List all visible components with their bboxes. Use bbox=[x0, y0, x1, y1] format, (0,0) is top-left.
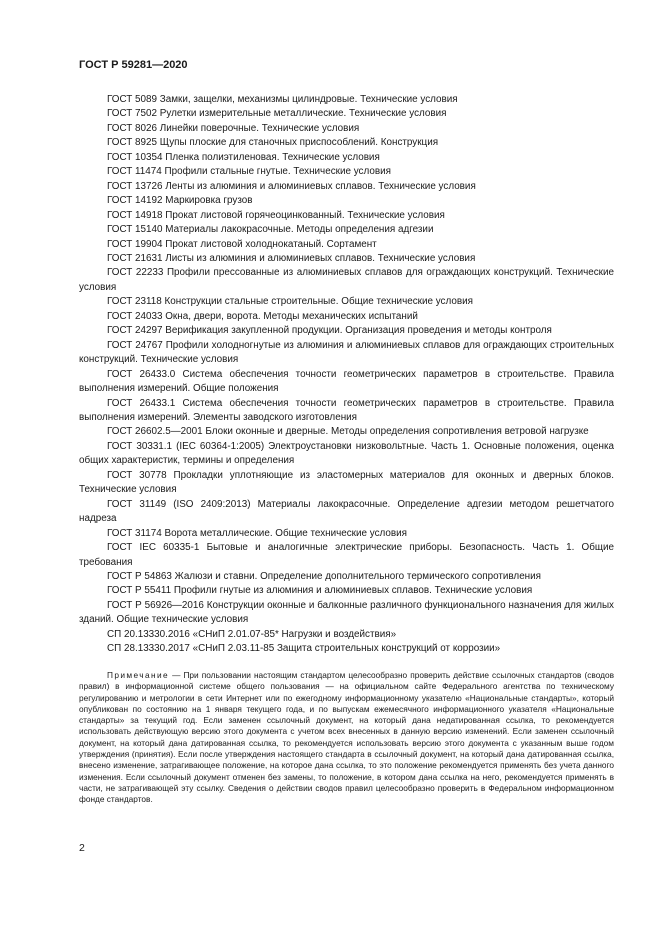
reference-item: ГОСТ 10354 Пленка полиэтиленовая. Технические условия bbox=[107, 151, 380, 163]
reference-item: ГОСТ 31174 Ворота металлические. Общие технические условия bbox=[107, 527, 407, 539]
reference-item: ГОСТ Р 55411 Профили гнутые из алюминия и алюминиевых сплавов. Технические условия bbox=[107, 585, 533, 597]
reference-item: ГОСТ 22233 Профили прессованные из алюминиевых сплавов для ограждающих конструкций. Технические условия bbox=[79, 267, 614, 293]
reference-item: ГОСТ 11474 Профили стальные гнутые. Технические условия bbox=[107, 166, 391, 178]
reference-item: ГОСТ 24767 Профили холодногнутые из алюминия и алюминиевых сплавов для ограждающих строительных конструкций. Технические условия bbox=[79, 339, 614, 366]
reference-item: ГОСТ 23118 Конструкции стальные строительные. Общие технические условия bbox=[107, 296, 473, 308]
note-paragraph bbox=[79, 670, 614, 806]
reference-item: ГОСТ 30331.1 (IEC 60364-1:2005) Электроустановки низковольтные. Часть 1. Основные положения, оценка общих характеристик, термины и определения bbox=[79, 440, 614, 467]
reference-item: ГОСТ 13726 Ленты из алюминия и алюминиевых сплавов. Технические условия bbox=[107, 180, 476, 192]
reference-item: СП 28.13330.2017 «СНиП 2.03.11-85 Защита строительных конструкций от коррозии» bbox=[107, 643, 501, 655]
reference-item: ГОСТ IEC 60335-1 Бытовые и аналогичные электрические приборы. Безопасность. Часть 1. Общие требования bbox=[79, 542, 614, 568]
reference-item: ГОСТ 21631 Листы из алюминия и алюминиевых сплавов. Технические условия bbox=[107, 252, 476, 264]
reference-item: ГОСТ 19904 Прокат листовой холоднокатаный. Сортамент bbox=[107, 238, 377, 250]
reference-item: ГОСТ 30778 Прокладки уплотняющие из эластомерных материалов для оконных и дверных блоков. Технические условия bbox=[79, 469, 614, 496]
reference-item: ГОСТ 14192 Маркировка грузов bbox=[107, 195, 253, 207]
reference-item: ГОСТ 26433.0 Система обеспечения точности геометрических параметров в строительстве. Правила выполнения измерений. Общие положения bbox=[79, 368, 614, 395]
note-text: — При пользовании настоящим стандартом целесообразно проверить действие ссылочных стандартов (сводов правил) в информационной системе общего пользования — на официальном сайте Федерального агентства по техническому регулированию и метрологии в сети Интернет или по ежегодному информационному указателю «Национальные стандарты», который опубликован по состоянию на 1 января текущего года, и по выпускам ежемесячного информационного указателя «Национальные стандарты» за текущий год. Если заменен ссылочный документ, на который дана недатированная ссылка, то рекомендуется использовать действующую версию этого документа с учетом всех внесенных в данную версию изменений. Если заменен ссылочный документ, на который дана датированная ссылка, то рекомендуется использовать версию этого документа с указанным выше годом утверждения (принятия). Если после утверждения настоящего стандарта в ссылочный документ, на который дана датированная ссылка, внесено изменение, затрагивающее положение, на которое дана ссылка, то это положение рекомендуется применять без учета данного изменения. Если ссылочный документ отменен без замены, то положение, в котором дана ссылка на него, рекомендуется применять в части, не затрагивающей эту ссылку. Сведения о действии сводов правил целесообразно проверить в Федеральном информационном фонде стандартов. bbox=[79, 670, 614, 805]
reference-item: ГОСТ 14918 Прокат листовой горячеоцинкованный. Технические условия bbox=[107, 209, 445, 221]
reference-item: ГОСТ 7502 Рулетки измерительные металлические. Технические условия bbox=[107, 108, 447, 120]
reference-item: ГОСТ 15140 Материалы лакокрасочные. Методы определения адгезии bbox=[107, 224, 434, 236]
reference-item: ГОСТ 31149 (ISO 2409:2013) Материалы лакокрасочные. Определение адгезии методом решетчатого надреза bbox=[79, 498, 614, 525]
reference-item: ГОСТ 26602.5—2001 Блоки оконные и дверные. Методы определения сопротивления ветровой нагрузке bbox=[107, 426, 589, 438]
reference-item: СП 20.13330.2016 «СНиП 2.01.07-85* Нагрузки и воздействия» bbox=[107, 628, 397, 640]
note-label: Примечание bbox=[107, 670, 170, 680]
reference-list bbox=[79, 93, 614, 657]
document-header: ГОСТ Р 59281—2020 bbox=[79, 59, 188, 71]
page-number: 2 bbox=[79, 842, 85, 854]
reference-item: ГОСТ Р 56926—2016 Конструкции оконные и балконные различного функционального назначения для жилых зданий. Общие технические условия bbox=[79, 599, 614, 626]
reference-item: ГОСТ Р 54863 Жалюзи и ставни. Определение дополнительного термического сопротивления bbox=[107, 570, 542, 582]
reference-item: ГОСТ 8026 Линейки поверочные. Технические условия bbox=[107, 122, 360, 134]
reference-item: ГОСТ 5089 Замки, защелки, механизмы цилиндровые. Технические условия bbox=[107, 94, 458, 105]
reference-item: ГОСТ 24033 Окна, двери, ворота. Методы механических испытаний bbox=[107, 310, 418, 322]
reference-item: ГОСТ 26433.1 Система обеспечения точности геометрических параметров в строительстве. Правила выполнения измерений. Элементы заводского изготовления bbox=[79, 397, 614, 423]
reference-item: ГОСТ 24297 Верификация закупленной продукции. Организация проведения и методы контроля bbox=[107, 325, 552, 337]
reference-item: ГОСТ 8925 Щупы плоские для станочных приспособлений. Конструкция bbox=[107, 137, 439, 149]
